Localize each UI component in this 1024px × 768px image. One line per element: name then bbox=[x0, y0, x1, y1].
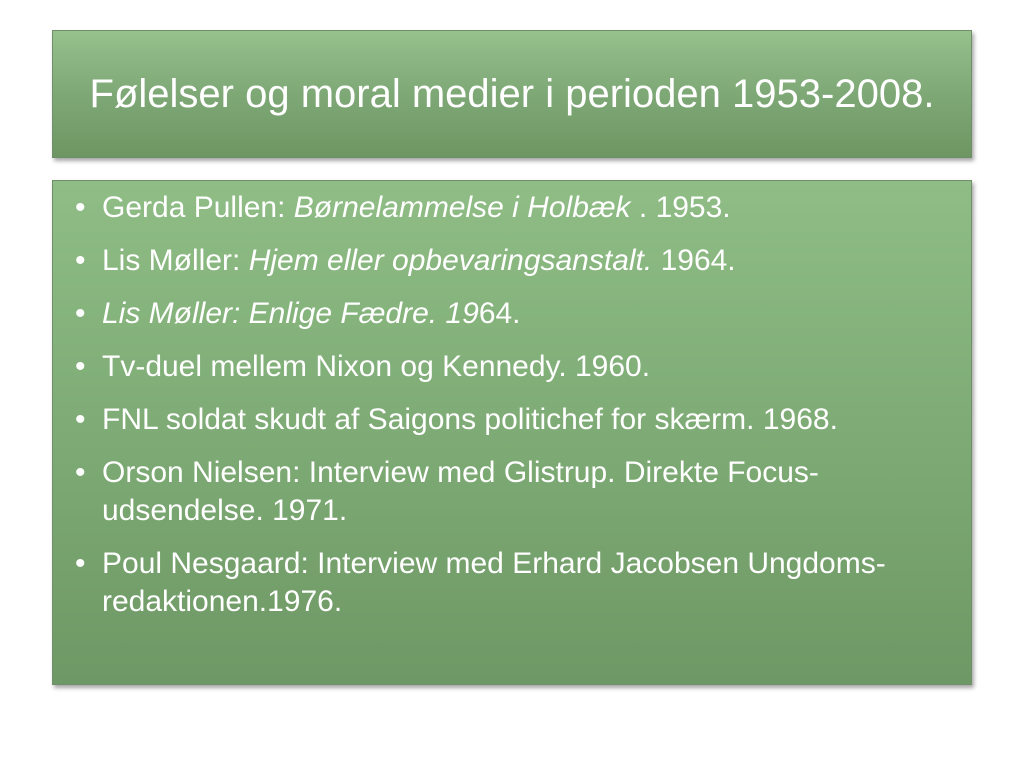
bullet-text-plain: FNL soldat skudt af Saigons politichef for skærm. 1968. bbox=[102, 403, 838, 436]
bullet-icon: • bbox=[75, 350, 86, 383]
bullet-item bbox=[67, 454, 957, 530]
bullet-text-plain: Tv-duel mellem Nixon og Kennedy. 1960. bbox=[102, 350, 651, 383]
bullet-item bbox=[67, 401, 957, 439]
bullet-icon: • bbox=[75, 456, 86, 489]
bullet-text-italic: Hjem eller opbevaringsanstalt. bbox=[248, 244, 653, 277]
bullet-icon: • bbox=[75, 403, 86, 436]
bullet-item bbox=[67, 348, 957, 386]
title-box bbox=[52, 30, 972, 158]
bullet-item bbox=[67, 545, 957, 621]
bullet-text-italic: Børnelammelse i Holbæk bbox=[293, 191, 631, 224]
bullet-icon: • bbox=[75, 244, 86, 277]
bullet-text-italic: Lis Møller: Enlige Fædre. 19 bbox=[102, 297, 479, 330]
bullet-icon: • bbox=[75, 191, 86, 224]
bullet-item bbox=[67, 295, 957, 333]
bullet-text-plain: Orson Nielsen: Interview med Glistrup. Direkte Focus-udsendelse. 1971. bbox=[102, 456, 819, 527]
bullet-text-plain: 64. bbox=[478, 297, 521, 330]
bullet-text-plain: 1964. bbox=[652, 244, 736, 277]
slide-title: Følelser og moral medier i perioden 1953-2008. bbox=[89, 72, 935, 116]
bullet-item bbox=[67, 189, 957, 227]
bullet-icon: • bbox=[75, 547, 86, 580]
bullet-text-plain: Lis Møller: bbox=[102, 244, 249, 277]
bullet-text-plain: Poul Nesgaard: Interview med Erhard Jacobsen Ungdoms-redaktionen.1976. bbox=[102, 547, 886, 618]
bullet-icon: • bbox=[75, 297, 86, 330]
bullet-list bbox=[67, 189, 957, 621]
content-box bbox=[52, 180, 972, 685]
bullet-item bbox=[67, 242, 957, 280]
bullet-text-plain: . 1953. bbox=[630, 191, 731, 224]
bullet-text-plain: Gerda Pullen: bbox=[102, 191, 294, 224]
